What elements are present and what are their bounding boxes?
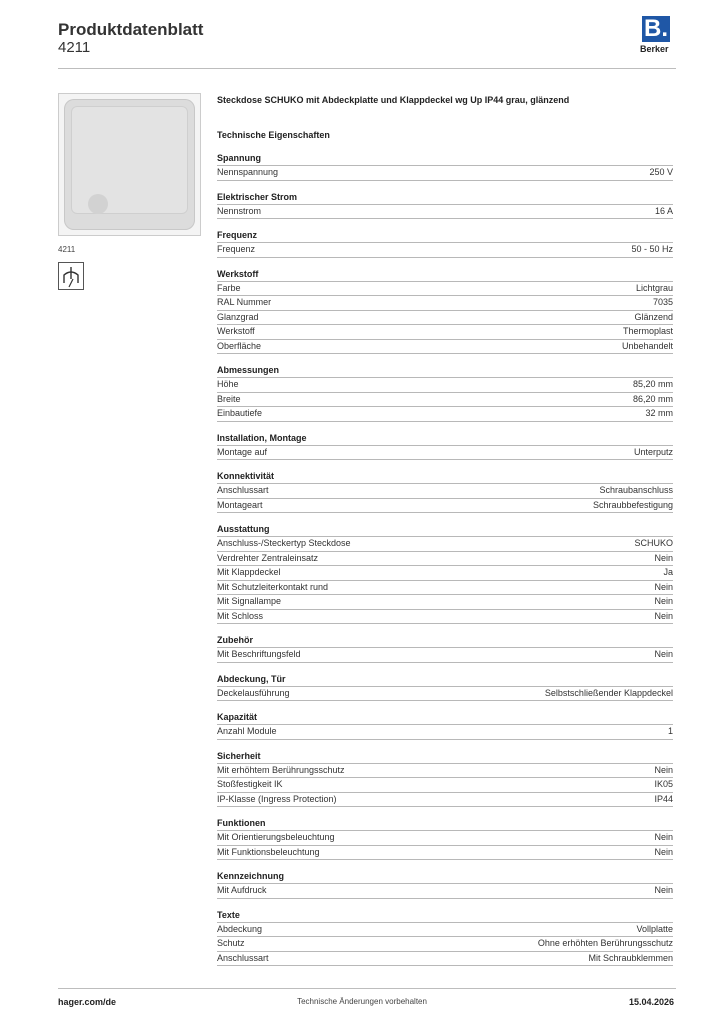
footer-note: Technische Änderungen vorbehalten	[297, 997, 427, 1006]
spec-row	[217, 610, 673, 625]
spec-value: IP44	[654, 793, 673, 804]
spec-value: Schraubanschluss	[599, 485, 673, 495]
spec-value: Ja	[663, 567, 673, 577]
spec-value: Schraubbefestigung	[592, 499, 673, 510]
spec-value: Nein	[654, 649, 673, 659]
spec-value: SCHUKO	[634, 538, 673, 548]
spec-value: Nein	[654, 764, 673, 775]
spec-group-title: Elektrischer Strom	[217, 191, 673, 205]
spec-label: Stoßfestigkeit IK	[217, 779, 283, 789]
spec-row	[217, 831, 673, 846]
spec-label: Nennspannung	[217, 167, 279, 177]
spec-row	[217, 340, 673, 355]
spec-value: 86,20 mm	[632, 393, 673, 404]
spec-value: Thermoplast	[622, 326, 673, 336]
spec-label: Breite	[217, 393, 241, 404]
spec-row	[217, 499, 673, 514]
spec-row	[217, 282, 673, 297]
spec-row	[217, 725, 673, 740]
spec-value: Unterputz	[633, 446, 673, 457]
spec-row	[217, 325, 673, 340]
spec-row	[217, 205, 673, 220]
spec-value: Glänzend	[634, 311, 673, 322]
spec-label: Mit Funktionsbeleuchtung	[217, 846, 320, 857]
header-divider	[58, 68, 676, 69]
spec-label: Mit Schutzleiterkontakt rund	[217, 581, 329, 592]
spec-value: 16 A	[654, 205, 673, 216]
spec-value: 250 V	[649, 167, 673, 177]
logo-mark: B.	[644, 15, 668, 42]
spec-label: Mit Orientierungsbeleuchtung	[217, 832, 335, 842]
spec-label: Mit Signallampe	[217, 596, 282, 606]
spec-row	[217, 778, 673, 793]
spec-label: RAL Nummer	[217, 297, 272, 307]
spec-group-title: Ausstattung	[217, 523, 673, 537]
spec-row	[217, 884, 673, 899]
spec-label: Nennstrom	[217, 205, 262, 216]
spec-row	[217, 311, 673, 326]
spec-label: IP-Klasse (Ingress Protection)	[217, 793, 337, 804]
spec-group-title: Spannung	[217, 152, 673, 166]
spec-group-title: Konnektivität	[217, 470, 673, 484]
spec-row	[217, 566, 673, 581]
spec-value: Lichtgrau	[635, 282, 673, 293]
spec-label: Anschluss-/Steckertyp Steckdose	[217, 538, 351, 548]
lid-catch	[88, 194, 108, 214]
spec-label: Oberfläche	[217, 340, 262, 351]
spec-label: Anschlussart	[217, 952, 269, 963]
spec-group-title: Funktionen	[217, 817, 673, 831]
footer-divider	[58, 988, 676, 989]
spec-label: Schutz	[217, 938, 245, 948]
spec-row	[217, 648, 673, 663]
footer-website: hager.com/de	[58, 997, 117, 1007]
spec-value: Vollplatte	[636, 923, 673, 934]
spec-label: Mit Beschriftungsfeld	[217, 649, 301, 659]
page-title: Produktdatenblatt	[58, 20, 204, 39]
spec-value: Nein	[654, 885, 673, 895]
spec-group-title: Abdeckung, Tür	[217, 673, 673, 687]
spec-row	[217, 595, 673, 610]
spec-label: Mit erhöhtem Berührungsschutz	[217, 764, 345, 775]
spec-value: Nein	[654, 596, 673, 606]
spec-label: Einbautiefe	[217, 408, 263, 418]
spec-row	[217, 166, 673, 181]
tech-properties-title: Technische Eigenschaften	[217, 130, 330, 140]
spec-group-title: Abmessungen	[217, 364, 673, 378]
footer-date: 15.04.2026	[628, 997, 674, 1007]
berker-logo	[640, 16, 676, 58]
spec-label: Glanzgrad	[217, 311, 259, 322]
spec-row	[217, 793, 673, 808]
spec-value: 50 - 50 Hz	[631, 244, 673, 254]
spec-row	[217, 764, 673, 779]
spec-label: Verdrehter Zentraleinsatz	[217, 552, 319, 563]
spec-row	[217, 552, 673, 567]
spec-group-title: Werkstoff	[217, 268, 673, 282]
spec-label: Mit Aufdruck	[217, 885, 267, 895]
article-number: 4211	[58, 39, 91, 56]
spec-value: Nein	[654, 552, 673, 563]
spec-group-title: Texte	[217, 909, 673, 923]
spec-group-title: Kapazität	[217, 711, 673, 725]
spec-label: Mit Klappdeckel	[217, 567, 281, 577]
spec-value: 85,20 mm	[632, 379, 673, 389]
spec-group-title: Installation, Montage	[217, 432, 673, 446]
logo-text: Berker	[640, 44, 669, 54]
product-description: Steckdose SCHUKO mit Abdeckplatte und Klappdeckel wg Up IP44 grau, glänzend	[217, 95, 570, 105]
spec-value: 32 mm	[645, 408, 673, 418]
spec-label: Deckelausführung	[217, 687, 290, 698]
spec-value: Mit Schraubklemmen	[588, 952, 673, 963]
spec-value: 1	[667, 726, 673, 736]
spec-group-title: Kennzeichnung	[217, 870, 673, 884]
spec-label: Montageart	[217, 499, 263, 510]
spec-value: Nein	[654, 846, 673, 857]
spec-value: Ohne erhöhten Berührungsschutz	[537, 938, 673, 948]
spec-label: Mit Schloss	[217, 610, 264, 621]
spec-value: Nein	[654, 832, 673, 842]
spec-group-title: Sicherheit	[217, 750, 673, 764]
spec-row	[217, 687, 673, 702]
spec-row	[217, 846, 673, 861]
spec-group-title: Zubehör	[217, 634, 673, 648]
spec-label: Werkstoff	[217, 326, 255, 336]
product-image	[58, 93, 201, 236]
spec-value: Unbehandelt	[621, 340, 673, 351]
image-caption: 4211	[58, 245, 76, 254]
socket-symbol-icon	[58, 262, 84, 290]
spec-value: Nein	[654, 581, 673, 592]
spec-row	[217, 952, 673, 967]
spec-row	[217, 537, 673, 552]
spec-value: IK05	[654, 779, 673, 789]
spec-label: Höhe	[217, 379, 239, 389]
socket-plate	[64, 99, 195, 230]
spec-row	[217, 378, 673, 393]
spec-row	[217, 581, 673, 596]
spec-label: Farbe	[217, 282, 241, 293]
spec-value: Nein	[654, 610, 673, 621]
spec-row	[217, 393, 673, 408]
spec-label: Montage auf	[217, 446, 268, 457]
spec-value: 7035	[652, 297, 673, 307]
spec-row	[217, 923, 673, 938]
spec-label: Anschlussart	[217, 485, 269, 495]
spec-groups	[217, 152, 673, 966]
spec-row	[217, 296, 673, 311]
spec-group-title: Frequenz	[217, 229, 673, 243]
spec-row	[217, 446, 673, 461]
spec-content	[217, 95, 673, 966]
spec-value: Selbstschließender Klappdeckel	[544, 687, 673, 698]
spec-row	[217, 937, 673, 952]
spec-label: Frequenz	[217, 244, 256, 254]
spec-row	[217, 407, 673, 422]
spec-row	[217, 243, 673, 258]
spec-label: Anzahl Module	[217, 726, 277, 736]
spec-row	[217, 484, 673, 499]
spec-label: Abdeckung	[217, 923, 263, 934]
